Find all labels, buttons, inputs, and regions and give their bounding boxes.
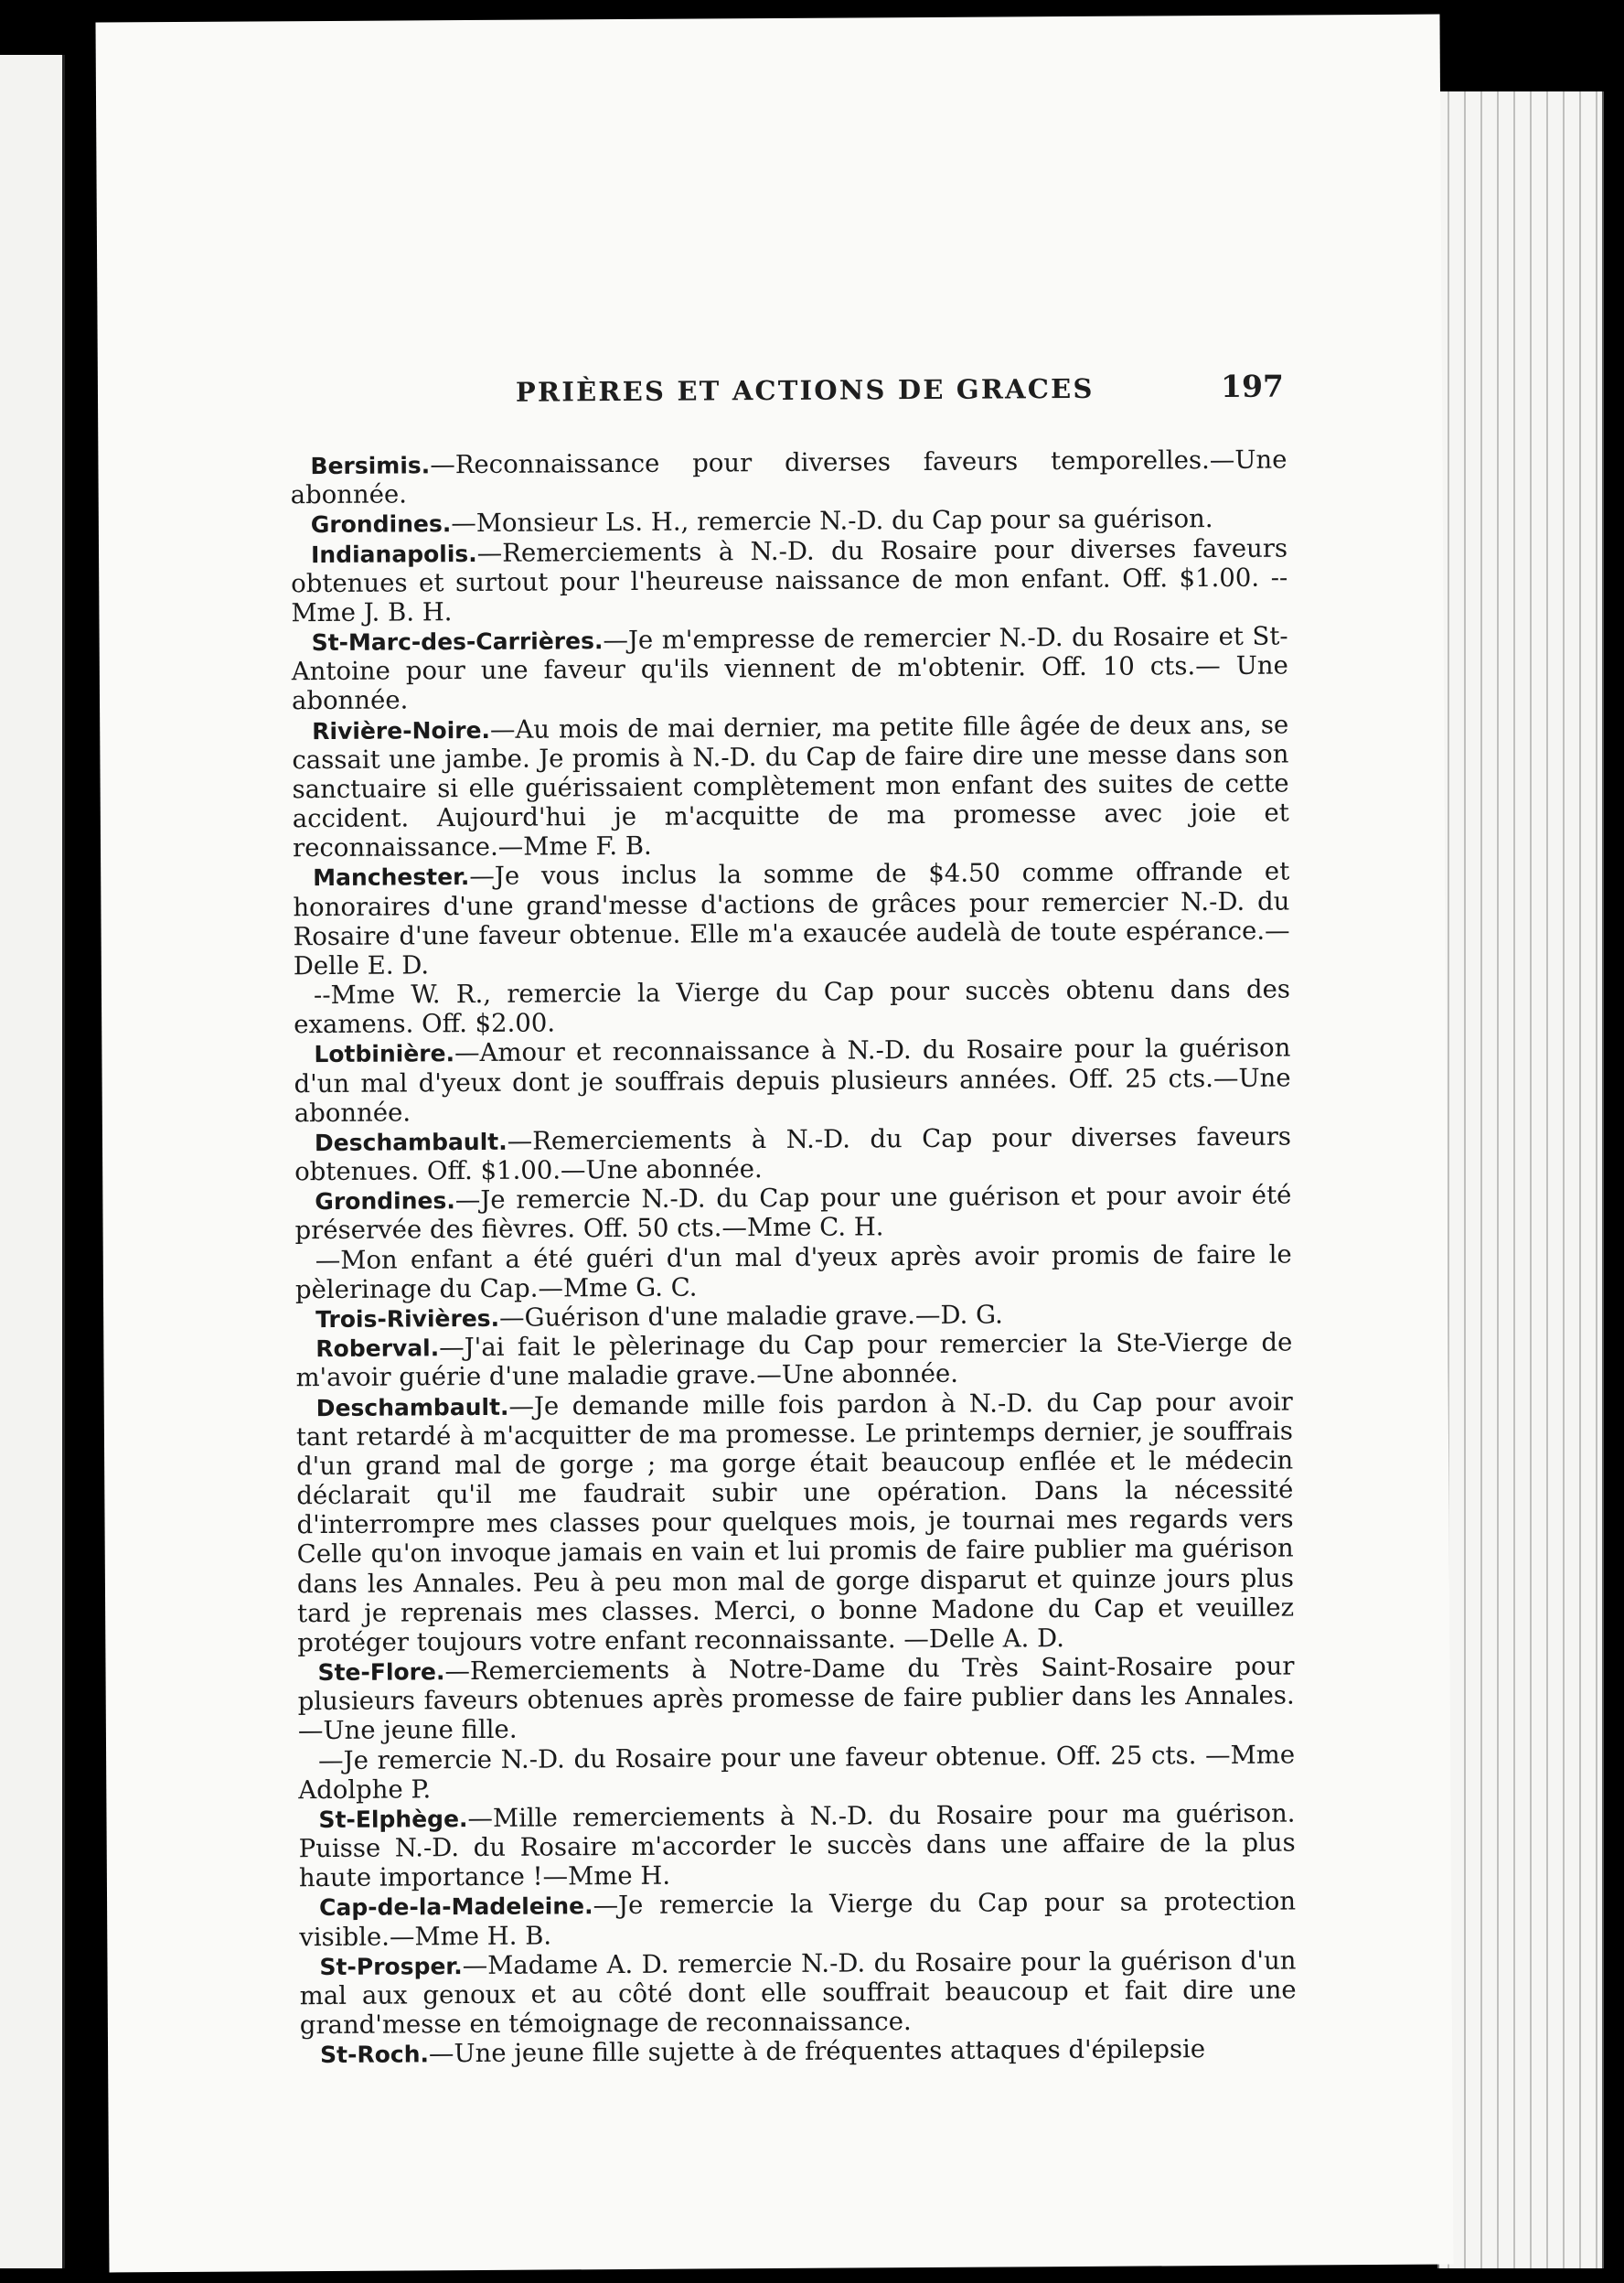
entry — [299, 1945, 1297, 2040]
entry — [291, 533, 1288, 627]
place-name: St-Elphège. — [318, 1805, 468, 1833]
entry-text: —Amour et reconnaissance à N.-D. du Rosaire pour la guérison d'un mal d'yeux dont je souffrais depuis plusieurs années. Off. 25 cts.—Une abonnée. — [294, 1033, 1291, 1128]
place-name: St-Prosper. — [319, 1952, 463, 1980]
place-name: Indianapolis. — [310, 540, 477, 568]
entry-text: —Reconnaissance pour diverses faveurs temporelles.—Une abonnée. — [290, 445, 1287, 510]
entry — [298, 1798, 1296, 1892]
entry — [293, 857, 1290, 981]
place-name: Ste-Flore. — [317, 1658, 445, 1687]
place-name: Deschambault. — [314, 1128, 508, 1157]
place-name: Trois-Rivières. — [315, 1304, 500, 1334]
entry-text: —Je remercie la Vierge du Cap pour sa protection visible.—Mme H. B. — [299, 1886, 1297, 1952]
entry — [292, 622, 1289, 716]
entry-text: —Je remercie N.-D. du Cap pour une guérison et pour avoir été préservée des fièvres. Off. 50 cts.—Mme C. H. — [294, 1180, 1292, 1246]
place-name: Manchester. — [313, 863, 470, 892]
place-name: Grondines. — [315, 1187, 455, 1216]
place-name: Deschambault. — [315, 1393, 509, 1421]
entry-continuation — [298, 1740, 1295, 1805]
entry-text: —Une jeune fille sujette à de fréquentes attaques d'épilepsie — [428, 2034, 1206, 2069]
place-name: Bersimis. — [310, 452, 431, 480]
entry — [295, 1328, 1292, 1393]
book-page-edges — [1437, 91, 1604, 2268]
entry — [299, 1887, 1296, 1952]
entry-continuation — [295, 1239, 1292, 1304]
entry — [297, 1652, 1295, 1746]
page-number: 197 — [1220, 368, 1285, 405]
entry-text: —Monsieur Ls. H., remercie N.-D. du Cap pour sa guérison. — [451, 504, 1213, 539]
place-name: Cap-de-la-Madeleine. — [319, 1892, 593, 1922]
entry — [290, 445, 1287, 510]
book-page — [96, 15, 1454, 2273]
running-title: PRIÈRES ET ACTIONS DE GRACES — [515, 372, 1095, 408]
entry — [292, 710, 1289, 863]
entry-text: —Remerciements à N.-D. du Cap pour diverses faveurs obtenues. Off. $1.00.—Une abonnée. — [294, 1121, 1292, 1187]
place-name: Lotbinière. — [314, 1040, 455, 1068]
entry — [300, 2034, 1297, 2070]
place-name: St-Roch. — [319, 2041, 430, 2069]
entry-text: —Je demande mille fois pardon à N.-D. du Cap pour avoir tant retardé à m'acquitter de ma promesse. Le printemps dernier, je souffrais d'un grand mal de gorge ; ma gorge était beaucoup enflée et le médecin déclarait qu'il me faudrait subir une opération. Dans la nécessité d'interrompre mes classes pour quelques mois, je tournai mes regards vers Celle qu'on invoque jamais en vain et lui promis de faire publier ma guérison dans les Annales. Peu à peu mon mal de gorge disparut et quinze jours plus tard je reprenais mes classes. Merci, o bonne Madone du Cap et veuillez protéger toujours votre enfant reconnaissante. —Delle A. D. — [295, 1387, 1295, 1658]
entry-continuation — [294, 975, 1290, 1040]
running-head — [413, 356, 1291, 425]
entry-text: —Je m'empresse de remercier N.-D. du Rosaire et St-Antoine pour une faveur qu'ils viennent de m'obtenir. Off. 10 cts.— Une abonnée. — [291, 621, 1288, 716]
entry-text: —Je remercie N.-D. du Rosaire pour une faveur obtenue. Off. 25 cts. —Mme Adolphe P. — [298, 1740, 1296, 1805]
entry-text: —Je vous inclus la somme de $4.50 comme offrande et honoraires d'une grand'messe d'actions de grâces pour remercier N.-D. du Rosaire d'une faveur obtenue. Elle m'a exaucée audelà de toute espérance.—Delle E. D. — [293, 856, 1290, 981]
previous-page-edge — [0, 55, 65, 2268]
entry-text: --Mme W. R., remercie la Vierge du Cap pour succès obtenu dans des examens. Off. $2.00. — [294, 974, 1291, 1040]
entry-text: —Guérison d'une maladie grave.—D. G. — [499, 1300, 1003, 1333]
entry-text: —Mon enfant a été guéri d'un mal d'yeux après avoir promis de faire le pèlerinage du Cap.—Mme G. C. — [294, 1239, 1292, 1305]
entry — [294, 1181, 1291, 1246]
place-name: Grondines. — [310, 510, 452, 539]
entry — [294, 1034, 1291, 1128]
entry-text: —Remerciements à N.-D. du Rosaire pour diverses faveurs obtenues et surtout pour l'heureuse naissance de mon enfant. Off. $1.00. --Mme J. B. H. — [291, 533, 1288, 628]
place-name: St-Marc-des-Carrières. — [311, 627, 604, 657]
entry — [294, 1122, 1291, 1187]
entry — [296, 1387, 1295, 1657]
entry-text: —Remerciements à Notre-Dame du Très Saint-Rosaire pour plusieurs faveurs obtenues après promesse de faire publier dans les Annales.—Une jeune fille. — [297, 1651, 1295, 1746]
place-name: Rivière-Noire. — [312, 716, 491, 745]
entry-text: —J'ai fait le pèlerinage du Cap pour remercier la Ste-Vierge de m'avoir guérie d'une maladie grave.—Une abonnée. — [295, 1327, 1293, 1393]
entry-text: —Madame A. D. remercie N.-D. du Rosaire pour la guérison d'un mal aux genoux et au côté dont elle souffrait beaucoup et fait dire une grand'messe en témoignage de reconnaissance. — [299, 1945, 1297, 2041]
place-name: Roberval. — [315, 1334, 440, 1363]
entry-text: —Mille remerciements à N.-D. du Rosaire pour ma guérison. Puisse N.-D. du Rosaire m'accorder le succès dans une affaire de la plus haute importance !—Mme H. — [298, 1798, 1296, 1893]
body-text — [290, 445, 1297, 2070]
entry-text: —Au mois de mai dernier, ma petite fille âgée de deux ans, se cassait une jambe. Je promis à N.-D. du Cap de faire dire une messe dans son sanctuaire si elle guérissaient complètement mon enfant des suites de cette accident. Aujourd'hui je m'acquitte de ma promesse avec joie et reconnaissance.—Mme F. B. — [292, 710, 1289, 863]
